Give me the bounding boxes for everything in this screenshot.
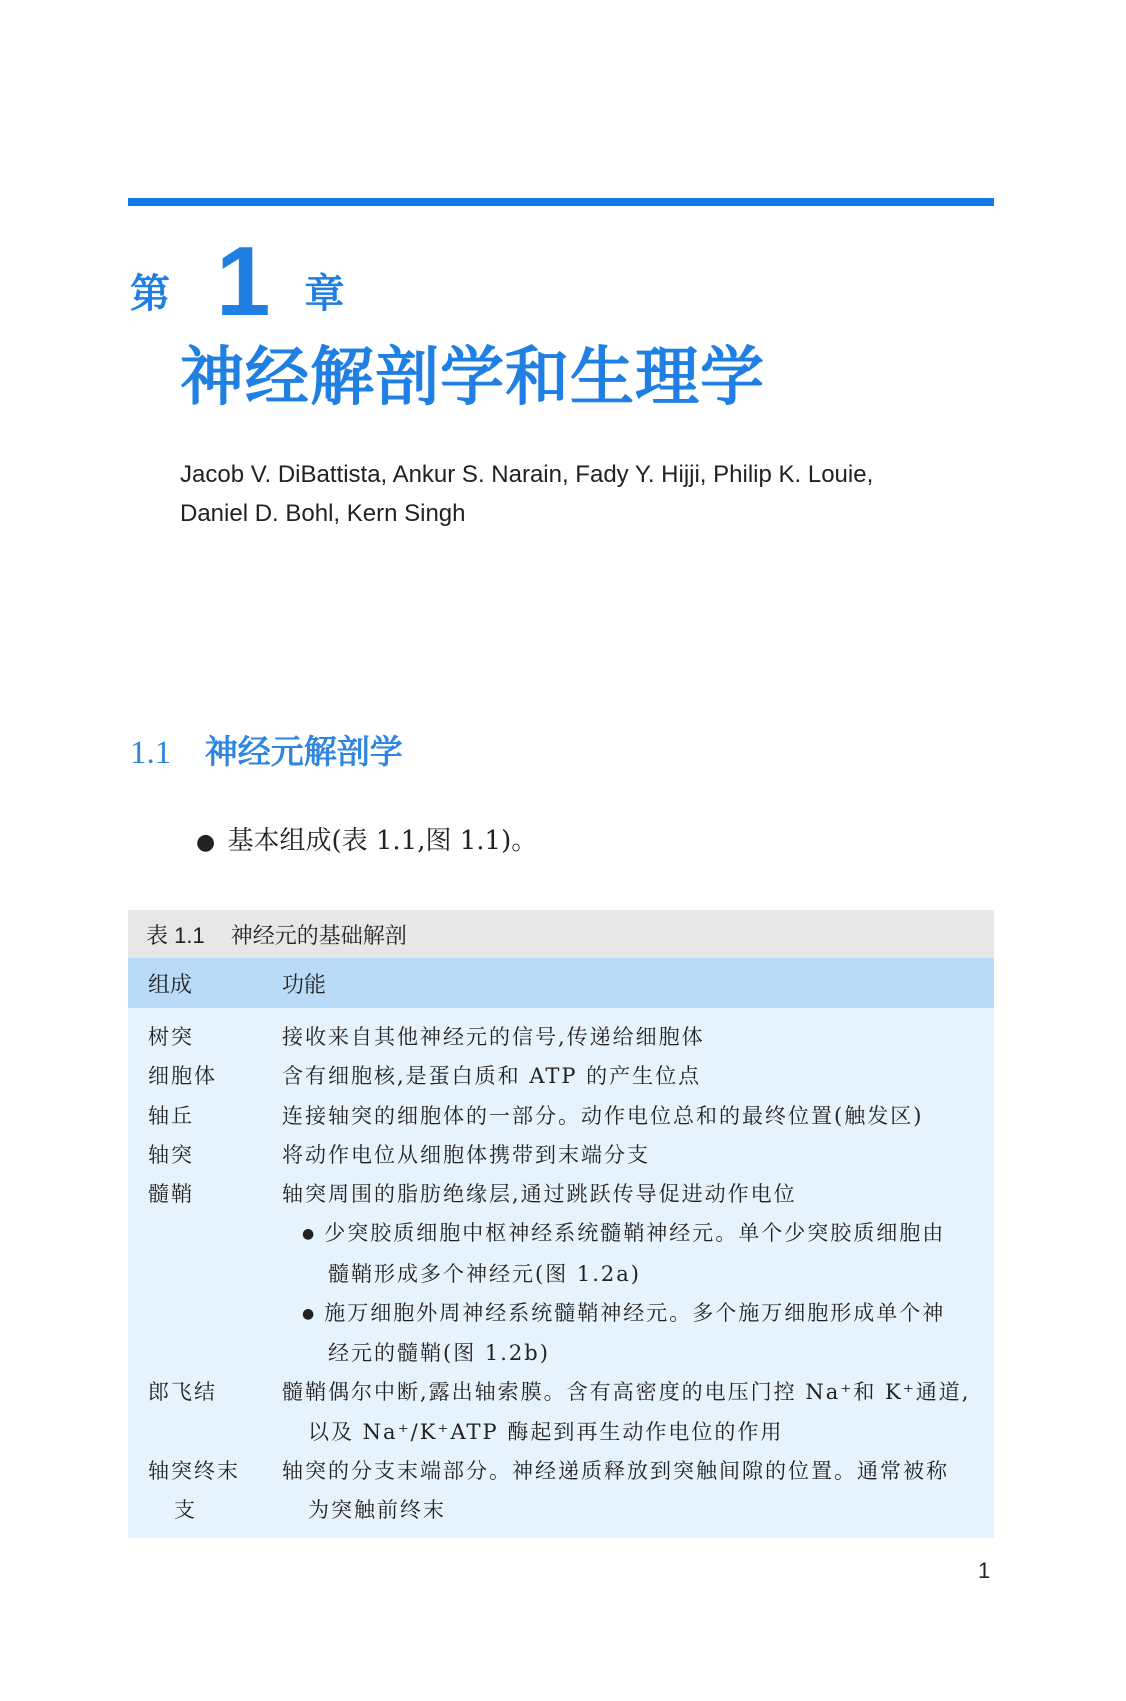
table-row (128, 1452, 994, 1531)
chapter-title: 神经解剖学和生理学 (180, 341, 765, 415)
row-function-line-2: 为突触前终末 (308, 1498, 446, 1523)
subitem-line-2: 髓鞘形成多个神经元(图 1.2a) (328, 1261, 641, 1286)
table-header-row (128, 958, 994, 1008)
row-function-line-1: 髓鞘偶尔中断,露出轴索膜。含有高密度的电压门控 Na⁺和 K⁺通道, (282, 1380, 971, 1405)
row-term: 树突 (148, 1025, 194, 1049)
subitem-oligodendrocyte (282, 1214, 982, 1293)
authors-line-1: Jacob V. DiBattista, Ankur S. Narain, Fady Y. Hijji, Philip K. Louie, (180, 461, 874, 488)
row-function: 含有细胞核,是蛋白质和 ATP 的产生位点 (282, 1064, 702, 1089)
row-term: 细胞体 (148, 1064, 217, 1089)
chapter-prefix: 第 (130, 271, 170, 317)
table-caption (128, 910, 994, 958)
table-caption-title: 神经元的基础解剖 (230, 923, 407, 949)
sub-bullet-icon: ● (302, 1305, 317, 1322)
chapter-heading (130, 225, 345, 336)
bullet-dot-icon: ● (196, 830, 216, 855)
chapter-number: 1 (216, 225, 271, 336)
bullet-item (196, 825, 537, 859)
table-row (128, 1373, 994, 1452)
chapter-rule (128, 198, 994, 206)
row-term: 髓鞘 (148, 1182, 194, 1207)
row-function: 连接轴突的细胞体的一部分。动作电位总和的最终位置(触发区) (282, 1103, 924, 1128)
table-row (128, 1097, 994, 1136)
author-list (180, 455, 940, 533)
subitem-line-2: 经元的髓鞘(图 1.2b) (328, 1341, 550, 1366)
row-function (282, 1373, 982, 1452)
table-row (128, 1018, 994, 1057)
table-body (128, 1008, 994, 1538)
table-row (128, 1057, 994, 1096)
row-function-line-1: 轴突的分支末端部分。神经递质释放到突触间隙的位置。通常被称 (282, 1458, 949, 1483)
subitem-line-1: 施万细胞外周神经系统髓鞘神经元。多个施万细胞形成单个神 (324, 1300, 946, 1325)
row-term: 轴丘 (148, 1103, 194, 1128)
table-caption-label: 表 1.1 (146, 922, 205, 948)
row-function-text: 轴突周围的脂肪绝缘层,通过跳跃传导促进动作电位 (282, 1182, 797, 1207)
row-function (282, 1452, 982, 1531)
subitem-line-1: 少突胶质细胞中枢神经系统髓鞘神经元。单个少突胶质细胞由 (324, 1221, 946, 1246)
section-title: 神经元解剖学 (204, 732, 403, 771)
row-term-line-1: 轴突终末 (148, 1458, 240, 1483)
row-function: 接收来自其他神经元的信号,传递给细胞体 (282, 1025, 705, 1049)
row-term-line-2: 支 (174, 1498, 197, 1523)
table-row (128, 1136, 994, 1175)
table-row (128, 1175, 994, 1373)
column-header-component: 组成 (148, 972, 193, 998)
page-number: 1 (978, 1558, 991, 1583)
section-number: 1.1 (130, 735, 172, 771)
row-term (128, 1452, 282, 1531)
subitem-schwann (282, 1294, 982, 1373)
anatomy-table (128, 910, 994, 1538)
row-function (282, 1175, 982, 1373)
column-header-function: 功能 (282, 972, 327, 998)
chapter-suffix: 章 (304, 271, 345, 317)
row-term: 郎飞结 (148, 1380, 217, 1405)
authors-line-2: Daniel D. Bohl, Kern Singh (180, 500, 466, 527)
row-function-line-2: 以及 Na⁺/K⁺ATP 酶起到再生动作电位的作用 (308, 1419, 784, 1444)
bullet-text: 基本组成(表 1.1,图 1.1)。 (227, 826, 538, 856)
sub-bullet-icon: ● (302, 1226, 317, 1243)
row-term: 轴突 (148, 1142, 194, 1167)
row-function: 将动作电位从细胞体携带到末端分支 (282, 1142, 650, 1167)
section-heading (130, 732, 403, 774)
